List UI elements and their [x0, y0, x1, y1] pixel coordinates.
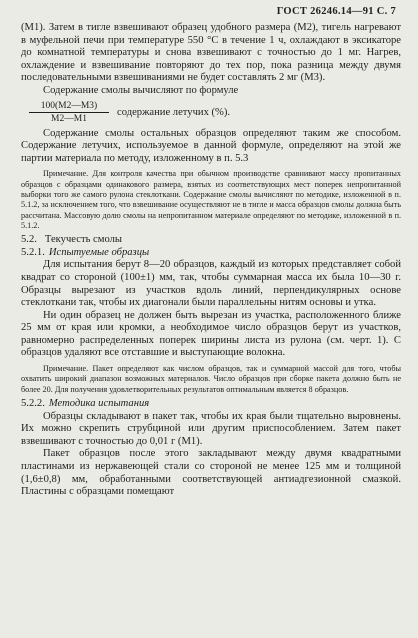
note-package: Примечание. Пакет определяют как числом образцов, так и суммарной массой для того, чтобы охватить широкий диапазон возможных материалов. Число образцов при сборке пакета должно быть не более 20. Для получения удовлетворительных результатов оптимальным является 8 образцов. [21, 364, 401, 394]
paragraph-plates: Пакет образцов после этого закладывают между двумя квадратными пластинами из нержавеющей стали со стороной не менее 125 мм и толщиной (1,6±0,8) мм, обработанными соответствующей антиадгезионной смазкой. Пластины с образцами помещают [21, 448, 401, 498]
paragraph-stacking: Образцы складывают в пакет так, чтобы их края были тщательно выровнены. Их можно скрепить струбциной или другим приспособлением. Затем пакет взвешивают с точностью до 0,01 г (M1). [21, 410, 401, 447]
formula-label: содержание летучих (%). [117, 106, 231, 118]
note-quality-control: Примечание. Для контроля качества при обычном производстве сравнивают массу пропитанных образцов с образцами одинакового размера, взятых из соответствующих мест поперек непропитанной выборки того же самого рулона стеклоткани. Содержание смолы вычисляют по методике, изложенной в п. 5.1.2, за исключением того, что взвешивание осуществляют не в тигле и масса образцов смолы должна быть рассчитана. Массовую долю смолы на непропитанном материале определяют по методике, изложенной в п. 5.1.2. [21, 169, 401, 230]
section-number: 5.2. [21, 234, 37, 246]
section-number: 5.2.1. [21, 246, 45, 258]
page-header: ГОСТ 26246.14—91 С. 7 [276, 6, 396, 17]
formula-fraction [29, 101, 109, 124]
page-content [21, 22, 401, 499]
paragraph-mass-procedure: (M1). Затем в тигле взвешивают образец удобного размера (M2), тигель нагревают в муфельной печи при температуре 550 °С в течение 1 ч, охлаждают в эксикаторе до комнатной температуры и снова взвешивают с точностью до 1 мг. Нагрев, охлаждение и взвешивание повторяют до тех пор, пока разница между двумя последовательными взвешиваниями не будет составлять 2 мг (M3). [21, 22, 401, 84]
section-heading-5-2-1 [21, 247, 401, 260]
section-title: Методика испытания [48, 397, 150, 409]
paragraph-sample-location: Ни один образец не должен быть вырезан из участка, расположенного ближе 25 мм от края или кромки, а необходимое число образцов берут из участков, равномерно распределенных поперек ширины листа из рулона (см. черт. 1). С образцов удаляют все отставшие и выступающие волокна. [21, 309, 401, 359]
section-heading-5-2 [21, 234, 401, 247]
formula-numerator: 100(M2—M3) [29, 101, 109, 113]
paragraph-formula-intro: Содержание смолы вычисляют по формуле [43, 84, 239, 96]
section-number: 5.2.2. [21, 397, 45, 409]
section-title: Испытуемые образцы [48, 246, 150, 258]
paragraph-sample-selection: Для испытания берут 8—20 образцов, каждый из которых представляет собой квадрат со стороной (100±1) мм, так, чтобы суммарная масса их была 10—30 г. Образцы вырезают из участков вдоль линий, перпендикулярных основе стеклоткани так, чтобы их диагонали были параллельны нитям основы и утка. [21, 259, 401, 309]
formula-denominator: M2—M1 [51, 113, 87, 124]
section-heading-5-2-2 [21, 398, 401, 411]
paragraph-other-samples: Содержание смолы остальных образцов определяют таким же способом. Содержание летучих, используемое в данной формуле, определяют на этой же партии материала по методу, изложенному в п. 5.3 [21, 127, 401, 164]
volatile-formula [21, 101, 401, 128]
section-title: Текучесть смолы [44, 234, 123, 246]
